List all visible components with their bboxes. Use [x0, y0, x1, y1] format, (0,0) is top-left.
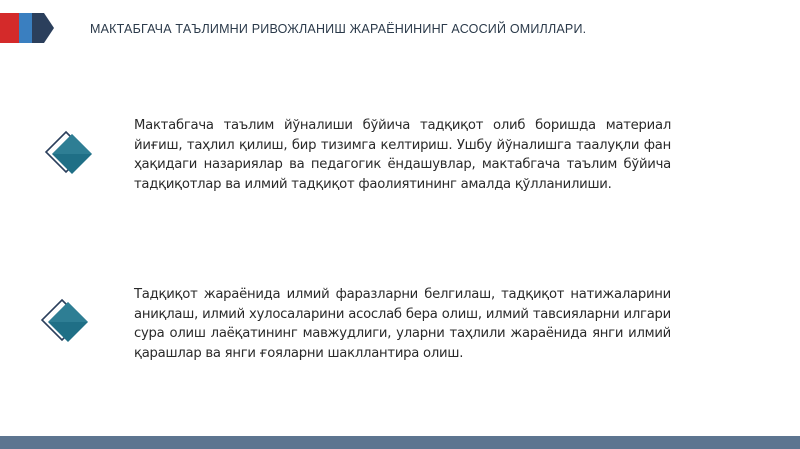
page-title: МАКТАБГАЧА ТАЪЛИМНИ РИВОЖЛАНИШ ЖАРАЁНИНИНГ АСОСИЙ ОМИЛЛАРИ. [90, 22, 587, 36]
footer-bar [0, 436, 800, 449]
paragraph-2: Тадқиқот жараёнида илмий фаразларни белгилаш, тадқиқот натижаларини аниқлаш, илмий хулосаларини асослаб бера олиш, илмий тавсияларни илгари сура олиш лаёқатининг мавжудлиги, уларни таҳлили жараёнида янги илмий қарашлар ва янги ғояларни шакллантира олиш. [134, 287, 671, 361]
header-accent-tab [0, 13, 56, 43]
paragraph-1: Мактабгача таълим йўналиши бўйича тадқиқот олиб боришда материал йиғиш, таҳлил қилиш, бир тизимга келтириш. Ушбу йўналишга таалуқли фан ҳақидаги назариялар ва педагогик ёндашувлар, мактабгача таълим бўйича тадқиқотлар ва илмий тадқиқот фаолиятининг амалда қўлланилиши. [134, 118, 671, 192]
diamond-bullet-icon [38, 294, 94, 350]
diamond-bullet-icon [42, 126, 98, 182]
